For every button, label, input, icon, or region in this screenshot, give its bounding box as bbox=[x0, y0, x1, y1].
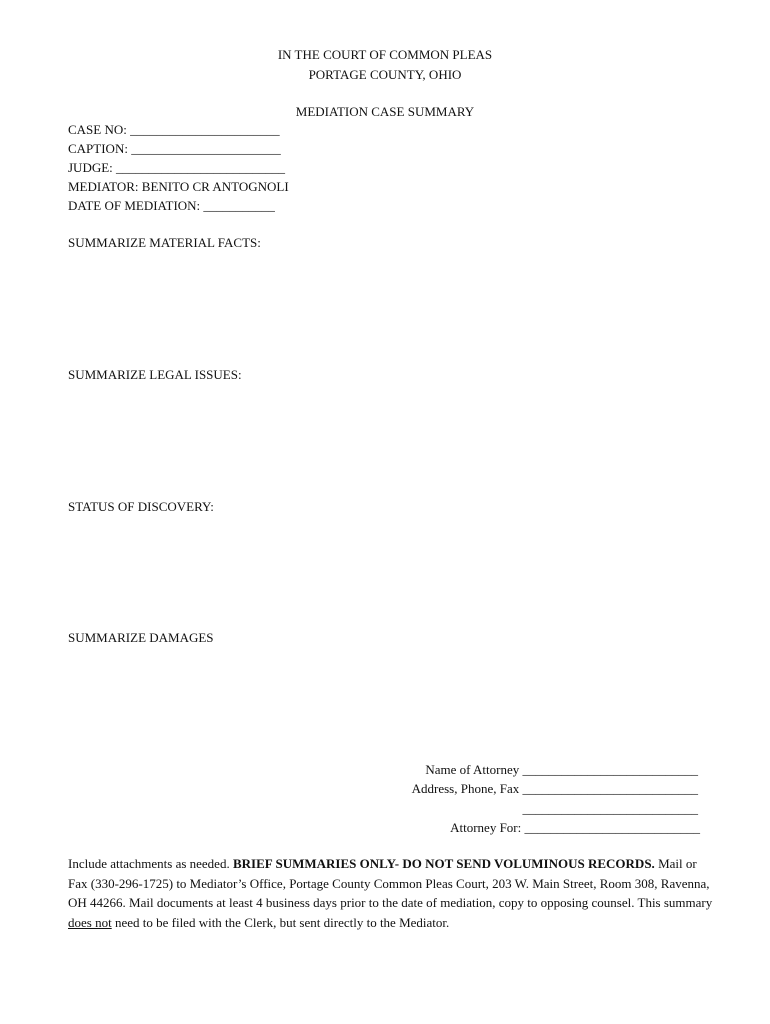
instructions-intro: Include attachments as needed. bbox=[68, 856, 233, 871]
court-name: IN THE COURT OF COMMON PLEAS bbox=[277, 47, 493, 62]
date-of-mediation-field: DATE OF MEDIATION: ___________ bbox=[68, 198, 275, 213]
caption-field: CAPTION: _______________________ bbox=[68, 141, 281, 156]
brief-summaries-notice: BRIEF SUMMARIES ONLY- DO NOT SEND VOLUMINOUS RECORDS. bbox=[232, 856, 655, 871]
judge-field: JUDGE: __________________________ bbox=[68, 160, 286, 175]
attorney-name-field: Name of Attorney ___________________________ bbox=[425, 762, 698, 777]
material-facts-heading: SUMMARIZE MATERIAL FACTS: bbox=[68, 235, 261, 250]
does-not-emphasis: does not bbox=[68, 914, 112, 930]
attorney-address-continuation: ___________________________ bbox=[522, 801, 698, 816]
form-title: MEDIATION CASE SUMMARY bbox=[295, 104, 475, 119]
attorney-address-field: Address, Phone, Fax ___________________________ bbox=[411, 781, 698, 796]
county-name: PORTAGE COUNTY, OHIO bbox=[308, 67, 462, 82]
mediator-field: MEDIATOR: BENITO CR ANTOGNOLI bbox=[68, 179, 289, 194]
case-no-field: CASE NO: _______________________ bbox=[68, 122, 280, 137]
mailing-instructions: Mail or Fax (330-296-1725) to Mediator’s Office, Portage County Common Pleas Court, 203 W. Main Street, Room 308, Ravenna, OH 44266. Mail documents at least 4 business days prior to the date of mediation, copy to opposing counsel. This summary bbox=[68, 856, 713, 910]
instructions-paragraph bbox=[68, 854, 718, 932]
legal-issues-heading: SUMMARIZE LEGAL ISSUES: bbox=[68, 367, 242, 382]
discovery-heading: STATUS OF DISCOVERY: bbox=[68, 499, 214, 514]
attorney-for-field: Attorney For: ___________________________ bbox=[450, 820, 700, 835]
instructions-closing: need to be filed with the Clerk, but sent directly to the Mediator. bbox=[111, 914, 450, 930]
damages-heading: SUMMARIZE DAMAGES bbox=[68, 630, 214, 645]
